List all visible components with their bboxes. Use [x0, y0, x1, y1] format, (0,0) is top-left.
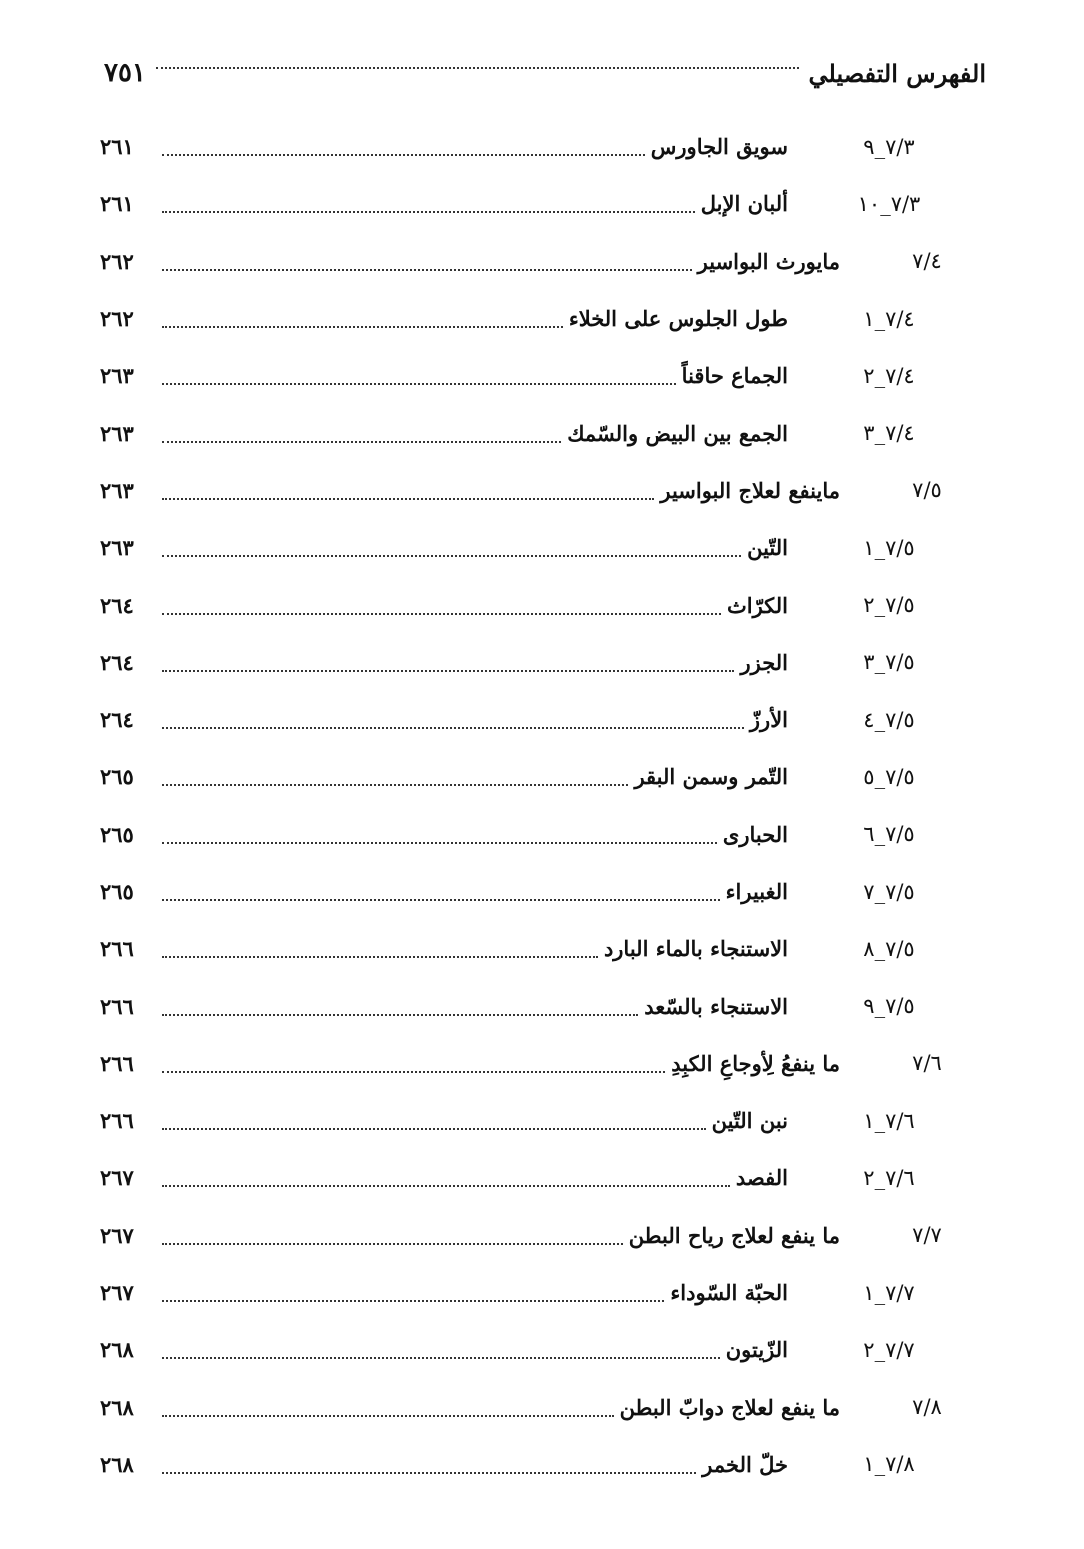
entry-page-number: ٢٦٨	[100, 1451, 134, 1477]
toc-entry	[100, 863, 962, 920]
entry-number: ٧/٦_١	[863, 1108, 915, 1133]
dot-leader	[162, 268, 692, 271]
table-of-contents	[100, 118, 962, 1493]
entry-title: الاستنجاء بالماء البارد	[603, 936, 788, 962]
entry-page-number: ٢٦٤	[100, 649, 134, 675]
entry-page-number: ٢٦٥	[100, 821, 134, 847]
entry-number: ٧/٧	[912, 1223, 942, 1248]
dot-leader	[162, 325, 563, 328]
entry-number: ٧/٥_٨	[863, 936, 915, 961]
toc-entry	[100, 576, 962, 633]
entry-page-number: ٢٦٧	[100, 1165, 134, 1191]
entry-title: خلّ الخمر	[702, 1451, 788, 1477]
dot-leader	[162, 1356, 720, 1359]
entry-title: الزّيتون	[725, 1337, 788, 1363]
entry-title: الجمع بين البيض والسّمك	[567, 420, 788, 446]
entry-page-number: ٢٦٦	[100, 936, 134, 962]
dot-leader	[162, 612, 721, 615]
entry-page-number: ٢٦٤	[100, 707, 134, 733]
entry-number: ٧/٥_٣	[863, 650, 915, 675]
entry-title: الكرّاث	[726, 592, 788, 618]
dot-leader	[162, 1414, 614, 1417]
entry-page-number: ٢٦٦	[100, 993, 134, 1019]
dot-leader	[162, 1127, 706, 1130]
toc-entry	[100, 462, 962, 519]
dot-leader	[162, 669, 734, 672]
entry-number: ٧/٥_٦	[863, 822, 915, 847]
toc-entry	[100, 118, 962, 175]
dot-leader	[162, 554, 741, 557]
page-number: ٧٥١	[104, 58, 146, 88]
entry-title: سويق الجاورس	[650, 134, 788, 160]
toc-entry	[100, 1264, 962, 1321]
entry-number: ٧/٤_٢	[863, 363, 915, 388]
entry-number: ٧/٥_٥	[863, 764, 915, 789]
entry-page-number: ٢٦٦	[100, 1050, 134, 1076]
entry-number: ٧/٧_١	[863, 1280, 915, 1305]
entry-page-number: ٢٦٥	[100, 764, 134, 790]
toc-entry	[100, 1149, 962, 1206]
entry-title: مايورث البواسير	[697, 248, 840, 274]
header-dot-leader	[156, 66, 799, 69]
toc-entry	[100, 977, 962, 1034]
toc-entry	[100, 404, 962, 461]
entry-title: ما ينفع لعلاج دوابّ البطن	[619, 1394, 840, 1420]
entry-title: ألبان الإبل	[700, 191, 788, 217]
dot-leader	[162, 955, 598, 958]
dot-leader	[162, 153, 645, 156]
entry-title: الغبيراء	[725, 879, 788, 904]
entry-page-number: ٢٦٧	[100, 1280, 134, 1306]
entry-title: الجزر	[740, 649, 788, 675]
entry-page-number: ٢٦١	[100, 134, 134, 160]
entry-number: ٧/٥_٧	[863, 879, 915, 904]
dot-leader	[162, 382, 676, 385]
entry-number: ٧/٤	[912, 249, 942, 274]
entry-page-number: ٢٦١	[100, 191, 134, 217]
entry-title: التّين	[747, 535, 788, 561]
toc-entry	[100, 1035, 962, 1092]
entry-page-number: ٢٦٣	[100, 535, 134, 561]
dot-leader	[162, 1013, 638, 1016]
toc-entry	[100, 347, 962, 404]
entry-page-number: ٢٦٣	[100, 363, 134, 389]
toc-entry	[100, 1092, 962, 1149]
entry-page-number: ٢٦٣	[100, 477, 134, 503]
dot-leader	[162, 210, 695, 213]
toc-entry	[100, 290, 962, 347]
entry-number: ٧/٨	[912, 1395, 942, 1420]
toc-entry	[100, 1207, 962, 1264]
entry-number: ٧/٥	[912, 478, 942, 503]
entry-page-number: ٢٦٣	[100, 420, 134, 446]
entry-page-number: ٢٦٤	[100, 592, 134, 618]
toc-entry	[100, 1379, 962, 1436]
dot-leader	[162, 726, 744, 729]
entry-number: ٧/٦	[912, 1051, 942, 1076]
toc-entry	[100, 748, 962, 805]
entry-title: ماينفع لعلاج البواسير	[660, 477, 840, 503]
entry-page-number: ٢٦٨	[100, 1394, 134, 1420]
dot-leader	[162, 440, 561, 443]
entry-number: ٧/٥_٩	[863, 994, 915, 1019]
dot-leader	[162, 1471, 696, 1474]
toc-entry	[100, 1436, 962, 1493]
toc-entry	[100, 806, 962, 863]
entry-page-number: ٢٦٢	[100, 248, 134, 274]
dot-leader	[162, 1299, 664, 1302]
toc-entry	[100, 691, 962, 748]
toc-entry	[100, 920, 962, 977]
dot-leader	[162, 497, 654, 500]
dot-leader	[162, 1184, 730, 1187]
entry-number: ٧/٤_١	[863, 306, 915, 331]
entry-title: التّمر وسمن البقر	[634, 764, 788, 790]
entry-number: ٧/٥_٢	[863, 593, 915, 618]
entry-page-number: ٢٦٢	[100, 306, 134, 332]
entry-page-number: ٢٦٨	[100, 1337, 134, 1363]
dot-leader	[162, 1070, 665, 1073]
dot-leader	[162, 783, 628, 786]
entry-title: الحبارى	[722, 821, 788, 847]
toc-entry	[100, 233, 962, 290]
page-title: الفهرس التفصيلي	[808, 59, 986, 88]
entry-number: ٧/٤_٣	[863, 421, 915, 446]
toc-entry	[100, 175, 962, 232]
entry-number: ٧/٥_٤	[863, 707, 915, 732]
entry-number: ٧/٧_٢	[863, 1337, 915, 1362]
entry-title: نبن التّين	[711, 1108, 788, 1134]
entry-title: الحبّة السّوداء	[670, 1280, 788, 1306]
entry-title: الاستنجاء بالسّعد	[644, 993, 788, 1019]
entry-title: ما ينفع لعلاج رياح البطن	[628, 1222, 840, 1248]
toc-entry	[100, 519, 962, 576]
dot-leader	[162, 841, 717, 844]
entry-number: ٧/٨_١	[863, 1452, 915, 1477]
entry-page-number: ٢٦٦	[100, 1108, 134, 1134]
entry-page-number: ٢٦٥	[100, 879, 134, 904]
dot-leader	[162, 898, 720, 901]
entry-page-number: ٢٦٧	[100, 1222, 134, 1248]
entry-number: ٧/٣_٩	[863, 134, 915, 159]
entry-number: ٧/٥_١	[863, 535, 915, 560]
entry-number: ٧/٦_٢	[863, 1165, 915, 1190]
page-header	[104, 38, 986, 88]
entry-title: الفصد	[735, 1165, 788, 1191]
entry-title: الجماع حاقناً	[681, 363, 788, 389]
toc-entry	[100, 1321, 962, 1378]
entry-number: ٧/٣_١٠	[857, 191, 921, 216]
entry-title: الأرزّ	[749, 707, 788, 733]
entry-title: طول الجلوس على الخلاء	[568, 306, 788, 332]
entry-title: ما ينفعُ لِأوجاعِ الكبِدِ	[671, 1050, 840, 1076]
dot-leader	[162, 1242, 623, 1245]
toc-entry	[100, 634, 962, 691]
